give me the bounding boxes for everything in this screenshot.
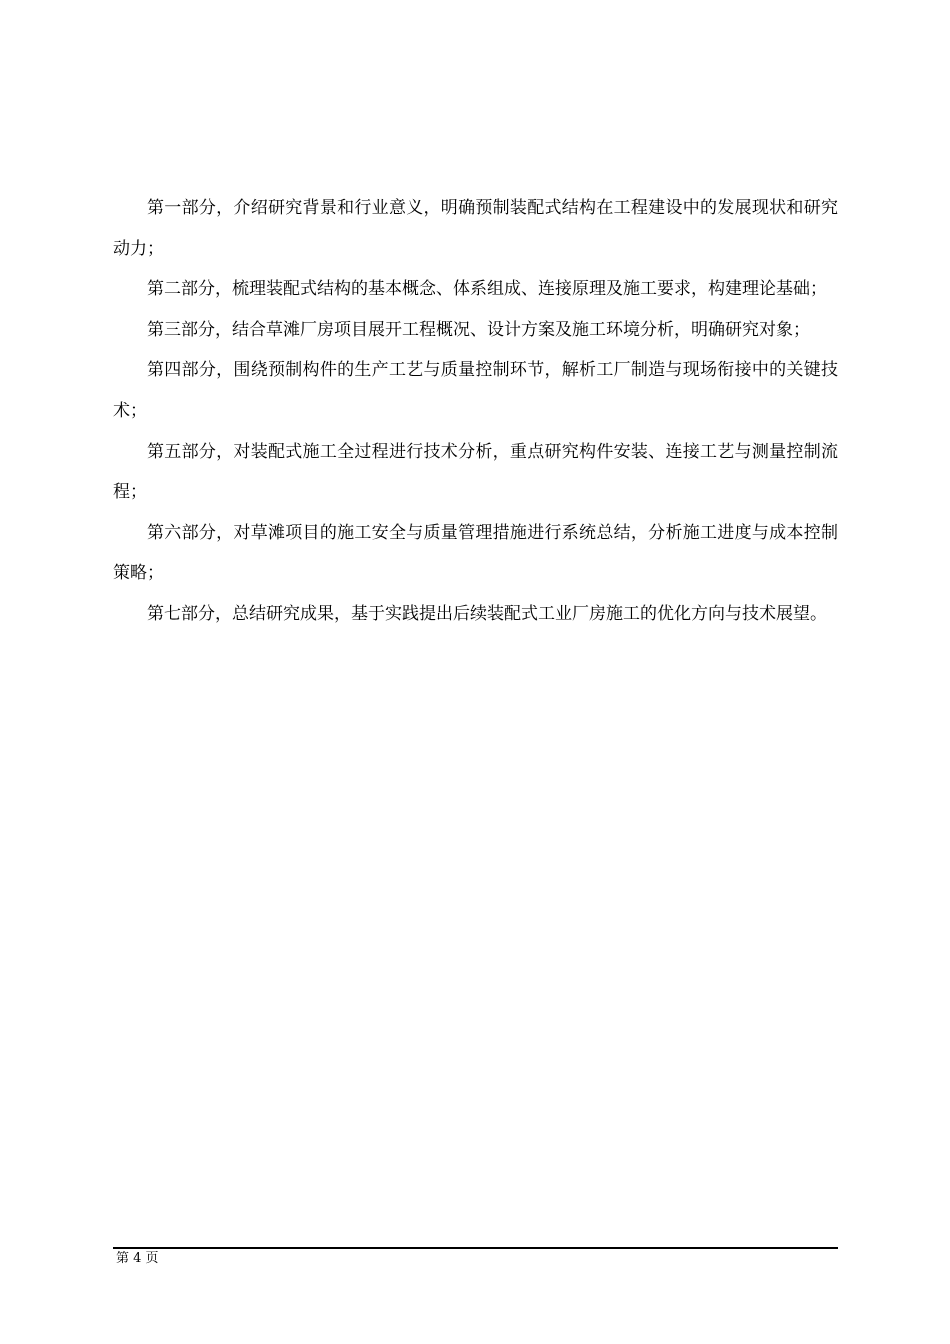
paragraph-part-7: 第七部分，总结研究成果，基于实践提出后续装配式工业厂房施工的优化方向与技术展望。 — [147, 603, 827, 624]
paragraph-part-1: 第一部分，介绍研究背景和行业意义，明确预制装配式结构在工程建设中的发展现状和研究动力； — [113, 198, 838, 259]
paragraph-part-4: 第四部分，围绕预制构件的生产工艺与质量控制环节，解析工厂制造与现场衔接中的关键技术； — [113, 360, 838, 421]
paragraph-part-2: 第二部分，梳理装配式结构的基本概念、体系组成、连接原理及施工要求，构建理论基础； — [147, 279, 827, 300]
paragraph-part-5: 第五部分，对装配式施工全过程进行技术分析，重点研究构件安装、连接工艺与测量控制流程； — [113, 441, 838, 503]
paragraph-part-6: 第六部分，对草滩项目的施工安全与质量管理措施进行系统总结，分析施工进度与成本控制策略； — [113, 522, 838, 584]
page-number: 第 4 页 — [116, 1251, 159, 1266]
paragraph-part-3: 第三部分，结合草滩厂房项目展开工程概况、设计方案及施工环境分析，明确研究对象； — [147, 319, 810, 340]
footer-divider — [113, 1247, 838, 1249]
document-body — [113, 188, 838, 635]
